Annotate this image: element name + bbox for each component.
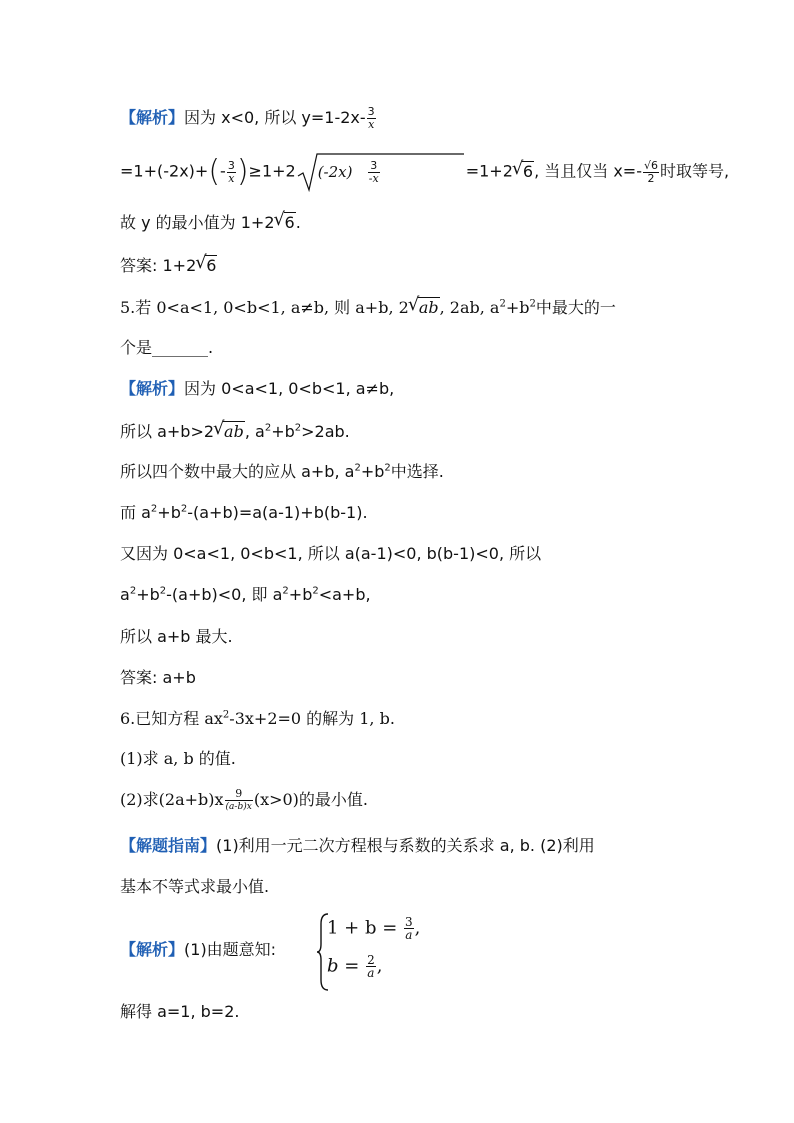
analysis-5-line-2: 所以 a+b>2√ ab, $a^2+b^2>2ab$.: [120, 421, 350, 443]
analysis-5-line-1: 【解析】因为 0<a<1, 0<b<1, a≠b,: [120, 379, 395, 398]
question-5-line-1: 5.若 0<a<1, 0<b<1, a≠b, 则 a+b, 2√ ab, 2ab, $a^2+b^2$中最大的一: [120, 297, 616, 319]
analysis-6-line-1: 【解析】(1)由题意知:: [120, 940, 277, 959]
question-5-line-2: 个是_______.: [120, 338, 214, 357]
analysis-line-3: 故 y 的最小值为 1+2√ 6.: [120, 212, 301, 234]
analysis-tag: 【解析】: [120, 108, 185, 127]
hint-line-1: 【解题指南】(1)利用一元二次方程根与系数的关系求 a, b. (2)利用: [120, 836, 595, 855]
question-6-line-2: (1)求 a, b 的值.: [120, 749, 236, 768]
answer-line-4: 答案: 1+2√ 6: [120, 255, 217, 277]
analysis-5-line-7: 所以 a+b 最大.: [120, 627, 233, 646]
question-6-line-1: 6.已知方程 $ax^2-3x+2=0$ 的解为 1, b.: [120, 709, 395, 728]
question-6-line-3: (2)求(2a+b)x $\frac{9}{(a-b)x}$ (x>0)的最小值.: [120, 787, 369, 812]
equation-row-1: 1 + b = $\frac{3}{a}$ ,: [327, 915, 421, 942]
big-radical: (-2x) $\frac{3}{-x}$: [296, 152, 466, 192]
analysis-5-line-6: $a^2+b^2-(a+b)<0$, 即 $a^2+b^2<a+b$,: [120, 585, 371, 604]
answer-5: 答案: a+b: [120, 668, 196, 687]
hint-tag: 【解题指南】: [120, 836, 217, 855]
analysis-5-line-3: 所以四个数中最大的应从 a+b, $a^2+b^2$中选择.: [120, 462, 444, 481]
analysis-5-line-4: 而 $a^2+b^2-(a+b)=a(a-1)+b(b-1)$.: [120, 503, 368, 522]
analysis-6-result: 解得 a=1, b=2.: [120, 1002, 240, 1021]
analysis-line-2: =1+(-2x)+(- $\frac{3}{x}$ )≥1+2 (-2x) $\frac{3}{-x}$ =1+2√ 6, 当且仅当 x=- $\frac{√6}{2}$ 时取等号,: [120, 152, 729, 192]
analysis-5-line-5: 又因为 0<a<1, 0<b<1, 所以 a(a-1)<0, b(b-1)<0, 所以: [120, 544, 542, 563]
analysis-line-1: 【解析】因为 x<0, 所以 y=1-2x- $\frac{3}{x}$: [120, 105, 375, 131]
equation-row-2: b = $\frac{2}{a}$ ,: [327, 953, 383, 980]
equation-system: [317, 912, 427, 992]
hint-line-2: 基本不等式求最小值.: [120, 877, 270, 896]
